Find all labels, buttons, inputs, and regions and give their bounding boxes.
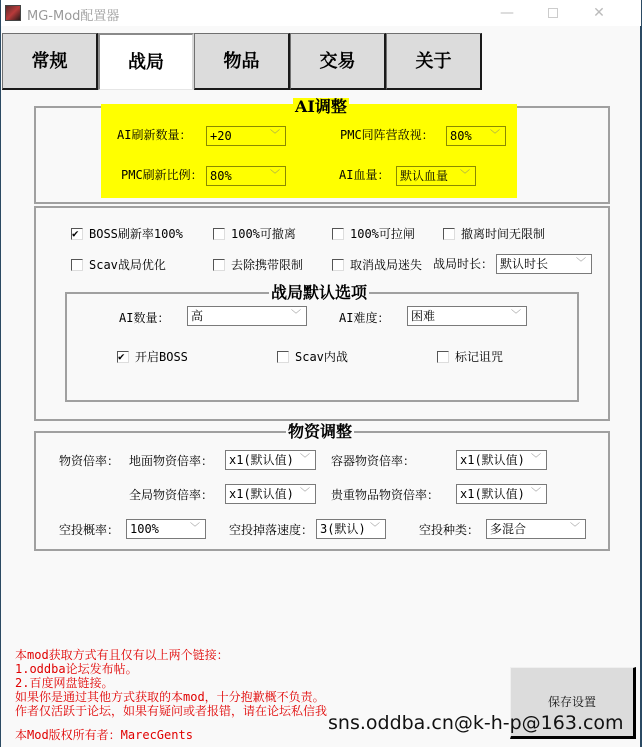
notice-line: 如果你是通过其他方式获取的本mod，十分抱歉概不负责。	[15, 690, 325, 704]
tab-trading[interactable]: 交易	[290, 33, 386, 90]
pmc-spawn-ratio-value: 80%	[210, 169, 232, 183]
checkbox-unlimited-extract-time[interactable]	[443, 227, 545, 243]
chevron-down-icon: ﹀	[570, 523, 580, 534]
tab-items[interactable]: 物品	[194, 33, 290, 90]
global-loot-label: 全局物资倍率：	[129, 488, 214, 502]
raid-duration-select[interactable]	[496, 254, 592, 274]
chevron-down-icon: ﹀	[190, 523, 200, 534]
checkbox-label: 标记诅咒	[455, 350, 504, 364]
checkbox-boss-spawn[interactable]	[71, 227, 183, 243]
notice-line: 1.oddba论坛发布帖。	[15, 662, 138, 676]
checkbox-label: 去除携带限制	[231, 258, 304, 272]
container-loot-select[interactable]	[456, 450, 547, 470]
container-loot-label: 容器物资倍率：	[331, 454, 416, 468]
chevron-down-icon: ﹀	[270, 130, 280, 141]
airdrop-chance-value: 100%	[130, 522, 159, 536]
checkbox-tagged-cursed[interactable]	[437, 350, 503, 366]
checkbox-label: 100%可撤离	[231, 227, 296, 241]
raid-duration-value: 默认时长	[500, 257, 549, 271]
valuable-loot-value: x1(默认值)	[460, 487, 525, 501]
ai-health-value: 默认血量	[400, 169, 449, 183]
pmc-spawn-ratio-label: PMC刷新比例：	[121, 168, 203, 182]
notice-line: 作者仅活跃于论坛，如果有疑问或者报错，请在论坛私信我	[15, 704, 328, 718]
ai-count-label: AI数量：	[119, 311, 170, 325]
checkbox-scav-war[interactable]	[277, 350, 348, 366]
ai-spawn-count-select[interactable]	[206, 126, 286, 146]
chevron-down-icon: ﹀	[531, 454, 541, 465]
ground-loot-value: x1(默认值)	[229, 453, 294, 467]
title-bar	[1, 0, 641, 26]
loot-multiplier-label: 物资倍率：	[59, 454, 120, 468]
airdrop-speed-label: 空投掉落速度：	[229, 523, 314, 537]
airdrop-type-label: 空投种类：	[419, 523, 480, 537]
ground-loot-label: 地面物资倍率：	[129, 454, 214, 468]
chevron-down-icon: ﹀	[576, 258, 586, 269]
checkbox-icon	[213, 228, 225, 240]
ground-loot-select[interactable]	[225, 450, 316, 470]
ai-count-select[interactable]	[187, 306, 307, 326]
airdrop-speed-select[interactable]	[316, 519, 386, 539]
ai-difficulty-value: 困难	[411, 309, 436, 323]
copyright-owner: 本Mod版权所有者：MarecGents	[15, 728, 193, 742]
raid-defaults-title: 战局默认选项	[271, 283, 368, 302]
checkbox-checked-icon	[71, 228, 83, 240]
save-settings-button[interactable]: 保存设置	[510, 667, 636, 739]
checkbox-icon	[332, 259, 344, 271]
pmc-hostile-label: PMC同阵营敌视：	[340, 128, 434, 142]
pmc-hostile-value: 80%	[450, 129, 472, 143]
checkbox-always-extract[interactable]	[213, 227, 296, 243]
checkbox-label: Scav内战	[295, 350, 348, 364]
global-loot-value: x1(默认值)	[229, 487, 294, 501]
checkbox-disable-mia[interactable]	[332, 258, 422, 274]
ai-difficulty-select[interactable]	[407, 306, 527, 326]
pmc-spawn-ratio-select[interactable]	[206, 166, 286, 186]
maximize-icon	[548, 8, 558, 18]
airdrop-speed-value: 3(默认)	[320, 522, 366, 536]
ai-health-select[interactable]	[396, 166, 476, 186]
checkbox-icon	[443, 228, 455, 240]
checkbox-icon	[437, 351, 449, 363]
distribution-notice	[15, 648, 327, 718]
airdrop-type-select[interactable]	[486, 519, 586, 539]
airdrop-chance-select[interactable]	[126, 519, 206, 539]
chevron-down-icon: ﹀	[370, 523, 380, 534]
airdrop-chance-label: 空投概率：	[59, 523, 120, 537]
checkbox-label: 撤离时间无限制	[461, 227, 546, 241]
contact-info: sns.oddba.cn@k-h-p@163.com	[328, 712, 624, 734]
ai-spawn-count-label: AI刷新数量：	[117, 128, 192, 142]
app-icon	[5, 5, 21, 21]
ai-adjust-title: AI调整	[295, 97, 347, 116]
notice-line: 本mod获取方式有且仅有以上两个链接：	[15, 648, 229, 662]
container-loot-value: x1(默认值)	[460, 453, 525, 467]
checkbox-checked-icon	[117, 351, 129, 363]
chevron-down-icon: ﹀	[300, 488, 310, 499]
minimize-button[interactable]: —	[500, 5, 514, 21]
chevron-down-icon: ﹀	[460, 170, 470, 181]
checkbox-icon	[332, 228, 344, 240]
notice-line: 2.百度网盘链接。	[15, 676, 114, 690]
checkbox-enable-boss[interactable]	[117, 350, 188, 366]
airdrop-type-value: 多混合	[490, 522, 527, 536]
pmc-hostile-select[interactable]	[446, 126, 506, 146]
tab-general[interactable]: 常规	[2, 33, 98, 90]
checkbox-always-switch[interactable]	[332, 227, 415, 243]
chevron-down-icon: ﹀	[291, 310, 301, 321]
checkbox-label: 取消战局迷失	[350, 258, 423, 272]
ai-count-value: 高	[191, 309, 204, 323]
raid-duration-label: 战局时长：	[433, 257, 494, 271]
valuable-loot-select[interactable]	[456, 484, 547, 504]
checkbox-label: 开启BOSS	[135, 350, 188, 364]
chevron-down-icon: ﹀	[300, 454, 310, 465]
checkbox-label: Scav战局优化	[89, 258, 166, 272]
loot-adjust-title: 物资调整	[288, 422, 353, 441]
checkbox-label: 100%可拉闸	[350, 227, 415, 241]
checkbox-remove-carry-limit[interactable]	[213, 258, 303, 274]
maximize-button[interactable]	[530, 0, 576, 26]
checkbox-icon	[213, 259, 225, 271]
checkbox-label: BOSS刷新率100%	[89, 227, 183, 241]
chevron-down-icon: ﹀	[531, 488, 541, 499]
chevron-down-icon: ﹀	[490, 130, 500, 141]
chevron-down-icon: ﹀	[511, 310, 521, 321]
chevron-down-icon: ﹀	[270, 170, 280, 181]
valuable-loot-label: 贵重物品物资倍率：	[331, 488, 440, 502]
global-loot-select[interactable]	[225, 484, 316, 504]
close-button[interactable]: ✕	[593, 5, 605, 21]
checkbox-icon	[71, 259, 83, 271]
tab-about[interactable]: 关于	[386, 33, 482, 90]
ai-spawn-count-value: +20	[210, 129, 232, 143]
window-title: MG-Mod配置器	[27, 9, 120, 24]
checkbox-scav-raid-optimize[interactable]	[71, 258, 166, 274]
checkbox-icon	[277, 351, 289, 363]
ai-health-label: AI血量：	[339, 168, 390, 182]
ai-difficulty-label: AI难度：	[339, 311, 390, 325]
tab-raid[interactable]: 战局	[98, 33, 194, 90]
